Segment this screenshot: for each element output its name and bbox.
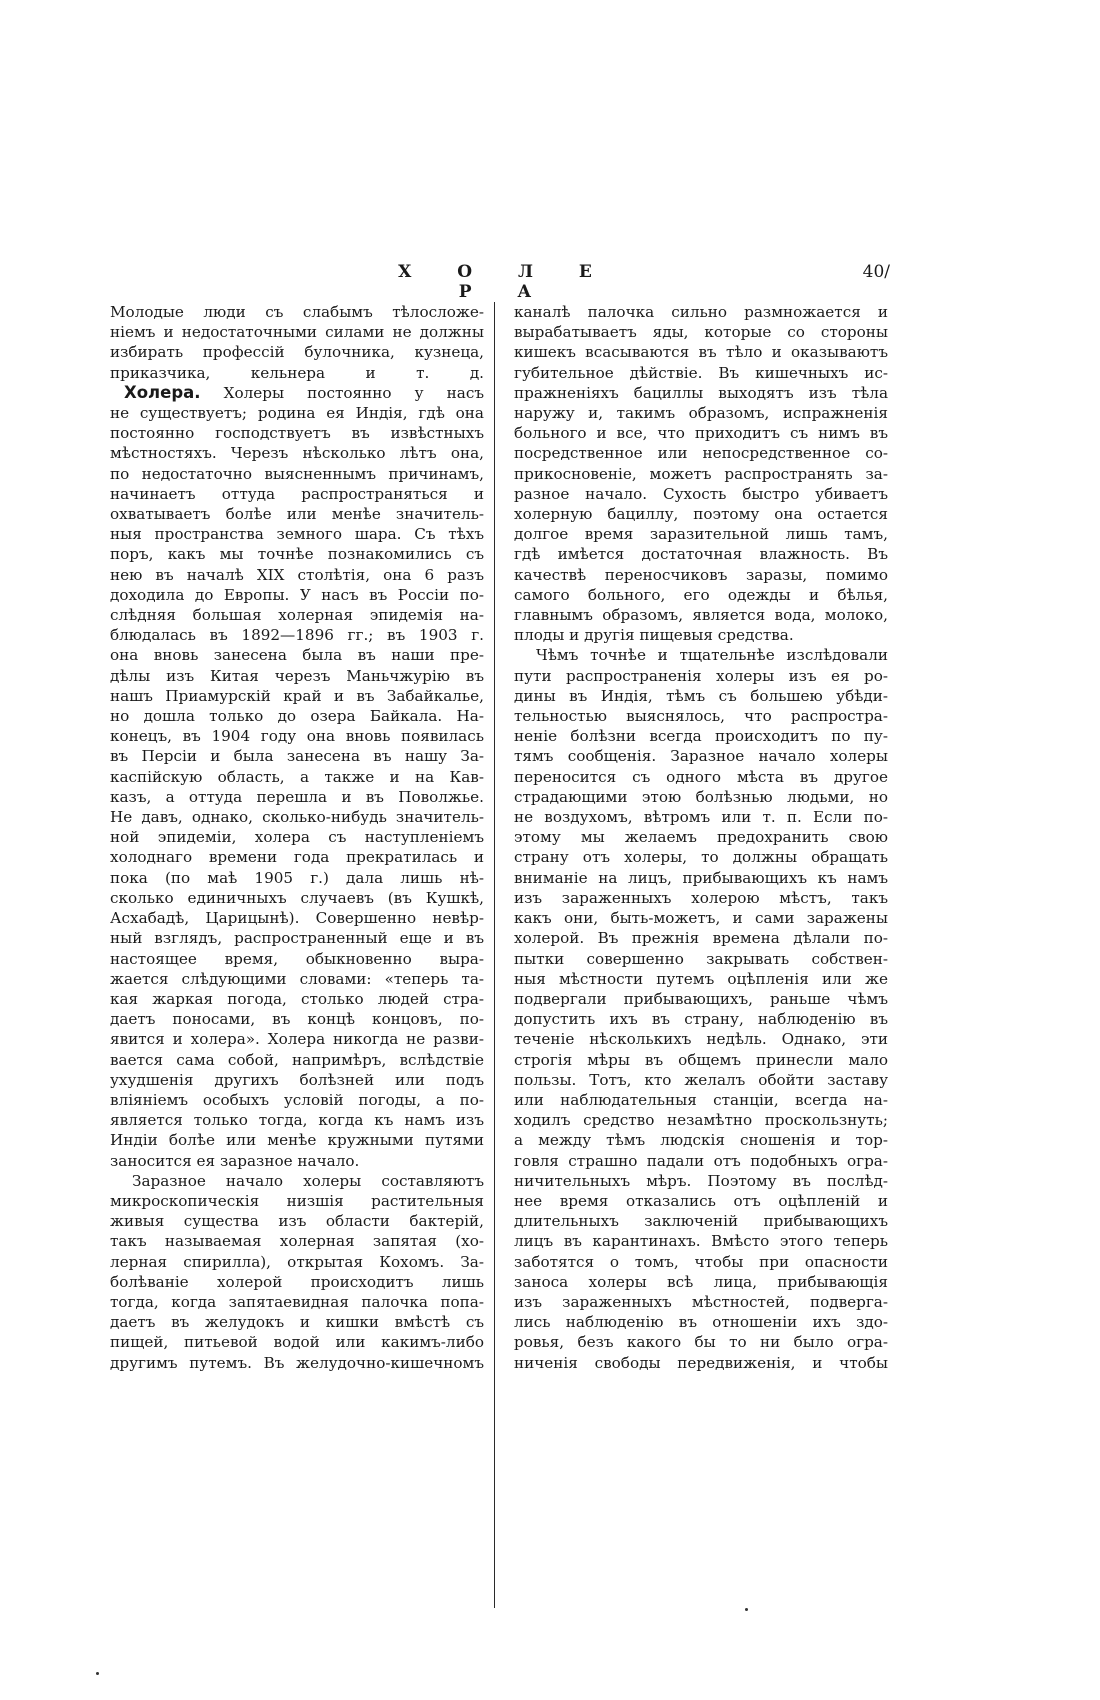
text-line: нею въ началѣ XIX столѣтія, она 6 разъ xyxy=(110,565,484,584)
text-line: настоящее время, обыкновенно выра- xyxy=(110,949,484,968)
text-line: является только тогда, когда къ намъ изъ xyxy=(110,1111,484,1130)
text-line: постоянно господствуетъ въ извѣстныхъ xyxy=(110,424,484,443)
text-line: сколько единичныхъ случаевъ (въ Кушкѣ, xyxy=(110,888,484,907)
running-head: Х О Л Е Р А xyxy=(398,262,612,302)
text-line: пищей, питьевой водой или какимъ-либо xyxy=(110,1333,484,1352)
text-line: неніе болѣзни всегда происходитъ по пу- xyxy=(514,727,888,746)
text-line: кишекъ всасываются въ тѣло и оказываютъ xyxy=(514,343,888,362)
text-line: тельностью выяснялось, что распростра- xyxy=(514,707,888,726)
text-line: пока (по маѣ 1905 г.) дала лишь нѣ- xyxy=(110,868,484,887)
text-line: заносится ея заразное начало. xyxy=(110,1151,360,1170)
text-line: лицъ въ карантинахъ. Вмѣсто этого теперь xyxy=(514,1232,888,1251)
text-line: изъ зараженныхъ мѣстностей, подверга- xyxy=(514,1292,888,1311)
text-line: губительное дѣйствіе. Въ кишечныхъ ис- xyxy=(514,363,888,382)
text-line: начинаетъ оттуда распространяться и xyxy=(110,484,484,503)
text-line: такъ называемая холерная запятая (хо- xyxy=(110,1232,484,1251)
text-line: говля страшно падали отъ подобныхъ огра- xyxy=(514,1151,888,1170)
text-line: вается сама собой, напримѣръ, вслѣдствіе xyxy=(110,1050,484,1069)
text-line: страдающими этою болѣзнью людьми, но xyxy=(514,787,888,806)
text-line: Холера. Холеры постоянно у насъ xyxy=(124,382,484,402)
text-line: дины въ Индія, тѣмъ съ большею убѣди- xyxy=(514,686,888,705)
text-line: самого больного, его одежды и бѣлья, xyxy=(514,585,888,604)
text-line: нее время отказались отъ оцѣпленій и xyxy=(514,1191,888,1210)
text-line: Асхабадѣ, Царицынѣ). Совершенно невѣр- xyxy=(110,909,484,928)
text-line: вліяніемъ особыхъ условій погоды, а по- xyxy=(110,1090,484,1109)
text-line: приказчика, кельнера и т. д. xyxy=(110,363,484,382)
text-line: болѣваніе холерой происходитъ лишь xyxy=(110,1272,484,1291)
print-speck xyxy=(96,1672,99,1675)
text-line: этому мы желаемъ предохранить свою xyxy=(514,828,888,847)
text-line: пражненіяхъ бациллы выходятъ изъ тѣла xyxy=(514,383,888,402)
text-line: жается слѣдующими словами: «теперь та- xyxy=(110,969,484,988)
text-line: прикосновеніе, можетъ распространять за- xyxy=(514,464,888,483)
text-line: холоднаго времени года прекратилась и xyxy=(110,848,484,867)
text-line: главнымъ образомъ, является вода, молоко, xyxy=(514,606,888,625)
text-line: живыя существа изъ области бактерій, xyxy=(110,1212,484,1231)
text-line: качествѣ переносчиковъ заразы, помимо xyxy=(514,565,888,584)
text-line: холерой. Въ прежнія времена дѣлали по- xyxy=(514,929,888,948)
text-line: Чѣмъ точнѣе и тщательнѣе изслѣдовали xyxy=(536,646,888,665)
text-line: микроскопическія низшія растительныя xyxy=(110,1191,484,1210)
text-line: лерная спирилла), открытая Кохомъ. За- xyxy=(110,1252,484,1271)
text-line: не существуетъ; родина ея Индія, гдѣ она xyxy=(110,404,484,423)
text-line: переносится съ одного мѣста въ другое xyxy=(514,767,888,786)
text-line: охватываетъ болѣе или менѣе значитель- xyxy=(110,505,484,524)
text-line: ровья, безъ какого бы то ни было огра- xyxy=(514,1333,888,1352)
text-line: не воздухомъ, вѣтромъ или т. п. Если по- xyxy=(514,808,888,827)
text-line: разное начало. Сухость быстро убиваетъ xyxy=(514,484,888,503)
text-line: кая жаркая погода, столько людей стра- xyxy=(110,989,484,1008)
text-line: или наблюдательныя станціи, всегда на- xyxy=(514,1090,888,1109)
text-line: явится и холера». Холера никогда не разви- xyxy=(110,1030,484,1049)
text-line: доходила до Европы. У насъ въ Россіи по- xyxy=(110,585,484,604)
text-line: Заразное начало холеры составляютъ xyxy=(132,1171,484,1190)
text-line: конецъ, въ 1904 году она вновь появилась xyxy=(110,727,484,746)
text-line: по недостаточно выясненнымъ причинамъ, xyxy=(110,464,484,483)
text-line: даетъ въ желудокъ и кишки вмѣстѣ съ xyxy=(110,1313,484,1332)
text-line: каспійскую область, а также и на Кав- xyxy=(110,767,484,786)
text-line: даетъ поносами, въ концѣ концовъ, по- xyxy=(110,1010,484,1029)
text-line: долгое время заразительной лишь тамъ, xyxy=(514,525,888,544)
text-line: а между тѣмъ людскія сношенія и тор- xyxy=(514,1131,888,1150)
column-divider xyxy=(494,302,495,1608)
text-line: избирать профессій булочника, кузнеца, xyxy=(110,343,484,362)
text-line: длительныхъ заключеній прибывающихъ xyxy=(514,1212,888,1231)
text-line: другимъ путемъ. Въ желудочно-кишечномъ xyxy=(110,1353,484,1372)
text-line: пользы. Тотъ, кто желалъ обойти заставу xyxy=(514,1070,888,1089)
text-line: пытки совершенно закрывать собствен- xyxy=(514,949,888,968)
text-line: но дошла только до озера Байкала. На- xyxy=(110,707,484,726)
text-line: ной эпидеміи, холера съ наступленіемъ xyxy=(110,828,484,847)
text-line: дѣлы изъ Китая черезъ Маньчжурію въ xyxy=(110,666,484,685)
text-line: нашъ Приамурскій край и въ Забайкалье, xyxy=(110,686,484,705)
text-line: казъ, а оттуда перешла и въ Поволжье. xyxy=(110,787,484,806)
text-line: изъ зараженныхъ холерою мѣстъ, такъ xyxy=(514,888,888,907)
right-column xyxy=(514,302,888,1373)
text-line: каналѣ палочка сильно размножается и xyxy=(514,303,888,321)
page-number: 40/ xyxy=(862,262,890,282)
text-line: она вновь занесена была въ наши пре- xyxy=(110,646,484,665)
text-line: наружу и, такимъ образомъ, испражненія xyxy=(514,404,888,423)
text-line: ныя пространства земного шара. Съ тѣхъ xyxy=(110,525,484,544)
left-column xyxy=(110,302,484,1373)
text-line: лись наблюденію въ отношеніи ихъ здо- xyxy=(514,1313,888,1332)
print-speck xyxy=(745,1608,748,1611)
text-line: пути распространенія холеры изъ ея ро- xyxy=(514,666,888,685)
text-line: больного и все, что приходитъ съ нимъ въ xyxy=(514,424,888,443)
text-line: строгія мѣры въ общемъ принесли мало xyxy=(514,1050,888,1069)
text-line: блюдалась въ 1892—1896 гг.; въ 1903 г. xyxy=(110,626,484,645)
text-line: заботятся о томъ, чтобы при опасности xyxy=(514,1252,888,1271)
text-line: холерную бациллу, поэтому она остается xyxy=(514,505,888,524)
text-line: Не давъ, однако, сколько-нибудь значитель- xyxy=(110,808,484,827)
text-line: посредственное или непосредственное со- xyxy=(514,444,888,463)
text-line: подвергали прибывающихъ, раньше чѣмъ xyxy=(514,989,888,1008)
text-line: какъ они, быть-можетъ, и сами заражены xyxy=(514,909,888,928)
text-line: ухудшенія другихъ болѣзней или подъ xyxy=(110,1070,484,1089)
text-line: Молодые люди съ слабымъ тѣлосложе- xyxy=(110,303,484,321)
text-line: ничительныхъ мѣръ. Поэтому въ послѣд- xyxy=(514,1171,888,1190)
text-line: плоды и другія пищевыя средства. xyxy=(514,626,794,645)
text-line: допустить ихъ въ страну, наблюденію въ xyxy=(514,1010,888,1029)
text-line: тямъ сообщенія. Заразное начало холеры xyxy=(514,747,888,766)
text-line: страну отъ холеры, то должны обращать xyxy=(514,848,888,867)
text-line: заноса холеры всѣ лица, прибывающія xyxy=(514,1272,888,1291)
text-line: слѣдняя большая холерная эпидемія на- xyxy=(110,606,484,625)
text-line: ніемъ и недостаточными силами не должны xyxy=(110,323,484,342)
section-heading: Холера. xyxy=(124,382,201,402)
text-line: вырабатываетъ яды, которые со стороны xyxy=(514,323,888,342)
text-line: ниченія свободы передвиженія, и чтобы xyxy=(514,1353,888,1372)
text-line: Индіи болѣе или менѣе кружными путями xyxy=(110,1131,484,1150)
text-line: вниманіе на лицъ, прибывающихъ къ намъ xyxy=(514,868,888,887)
text-line: теченіе нѣсколькихъ недѣль. Однако, эти xyxy=(514,1030,888,1049)
text-line: мѣстностяхъ. Черезъ нѣсколько лѣтъ она, xyxy=(110,444,484,463)
text-line: тогда, когда запятаевидная палочка попа- xyxy=(110,1292,484,1311)
text-line: гдѣ имѣется достаточная влажность. Въ xyxy=(514,545,888,564)
text-line: ныя мѣстности путемъ оцѣпленія или же xyxy=(514,969,888,988)
text-line: въ Персіи и была занесена въ нашу За- xyxy=(110,747,484,766)
text-line: поръ, какъ мы точнѣе познакомились съ xyxy=(110,545,484,564)
text-line: ходилъ средство незамѣтно проскользнуть; xyxy=(514,1111,888,1130)
text-line: ный взглядъ, распространенный еще и въ xyxy=(110,929,484,948)
